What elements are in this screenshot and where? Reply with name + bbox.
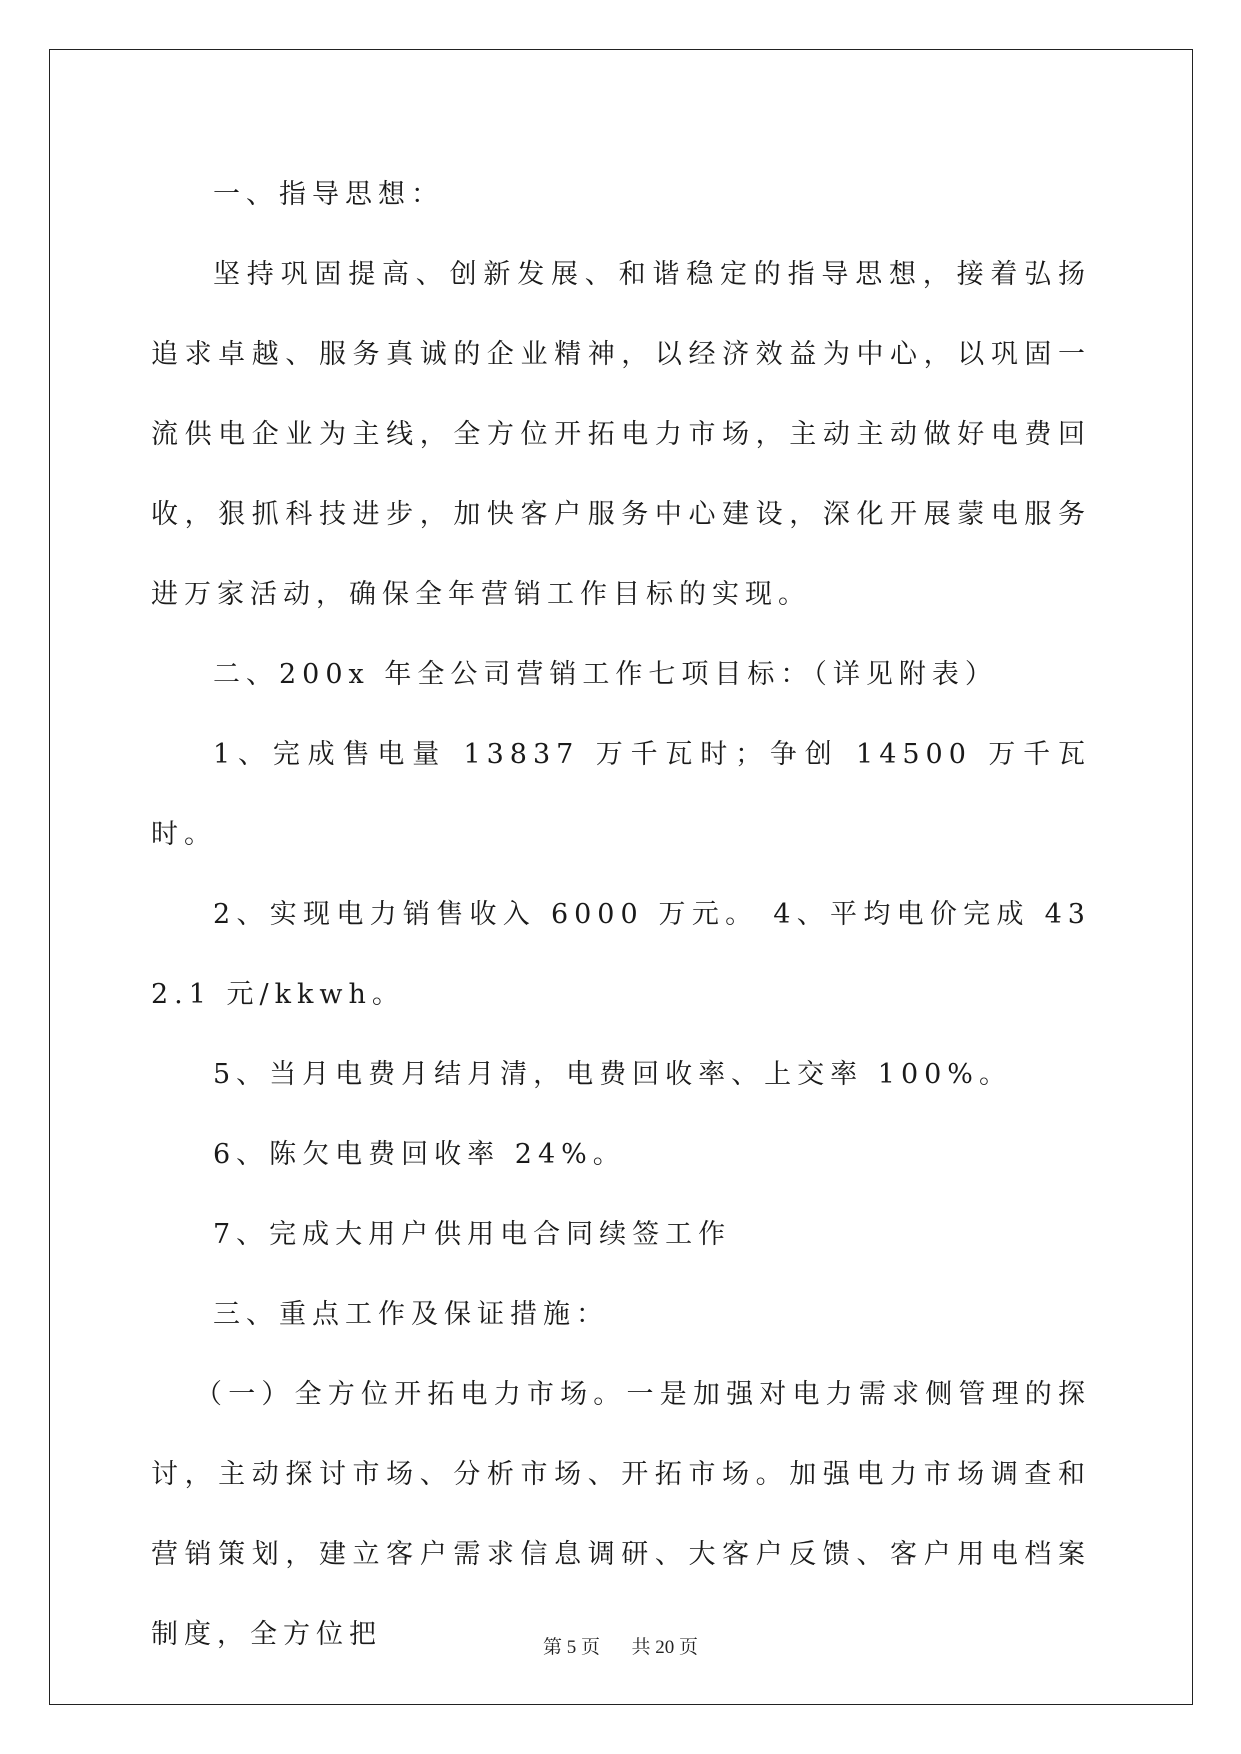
target-item-6: 6、陈欠电费回收率 24%。 [213,1139,626,1170]
heading-seven-targets: 二、200x 年全公司营销工作七项目标：（详见附表） [213,659,998,690]
paragraph-market-expansion: （一）全方位开拓电力市场。一是加强对电力需求侧管理的探讨，主动探讨市场、分析市场、开拓市场。加强电力市场调查和营销策划，建立客户需求信息调研、大客户反馈、客户用电档案制度，全方位把 [151,1379,1091,1650]
page-footer [0,1632,1241,1659]
target-item-5: 5、当月电费月结月清，电费回收率、上交率 100%。 [213,1059,1012,1090]
heading-key-work: 三、重点工作及保证措施： [213,1299,609,1330]
target-item-1: 1、完成售电量 13837 万千瓦时；争创 14500 万千瓦时。 [151,739,1091,850]
paragraph-guiding-thought: 坚持巩固提高、创新发展、和谐稳定的指导思想，接着弘扬追求卓越、服务真诚的企业精神，以经济效益为中心，以巩固一流供电企业为主线，全方位开拓电力市场，主动主动做好电费回收，狠抓科技进步，加快客户服务中心建设，深化开展蒙电服务进万家活动，确保全年营销工作目标的实现。 [151,259,1091,610]
target-item-2: 2、实现电力销售收入 6000 万元。 4、平均电价完成 432.1 元/kkwh。 [151,899,1091,1010]
total-pages-label: 共 20 页 [631,1637,699,1658]
target-item-7: 7、完成大用户供用电合同续签工作 [213,1219,732,1250]
heading-guiding-thought: 一、指导思想： [213,179,444,210]
document-body [151,155,1091,1675]
current-page-label: 第 5 页 [542,1637,600,1658]
